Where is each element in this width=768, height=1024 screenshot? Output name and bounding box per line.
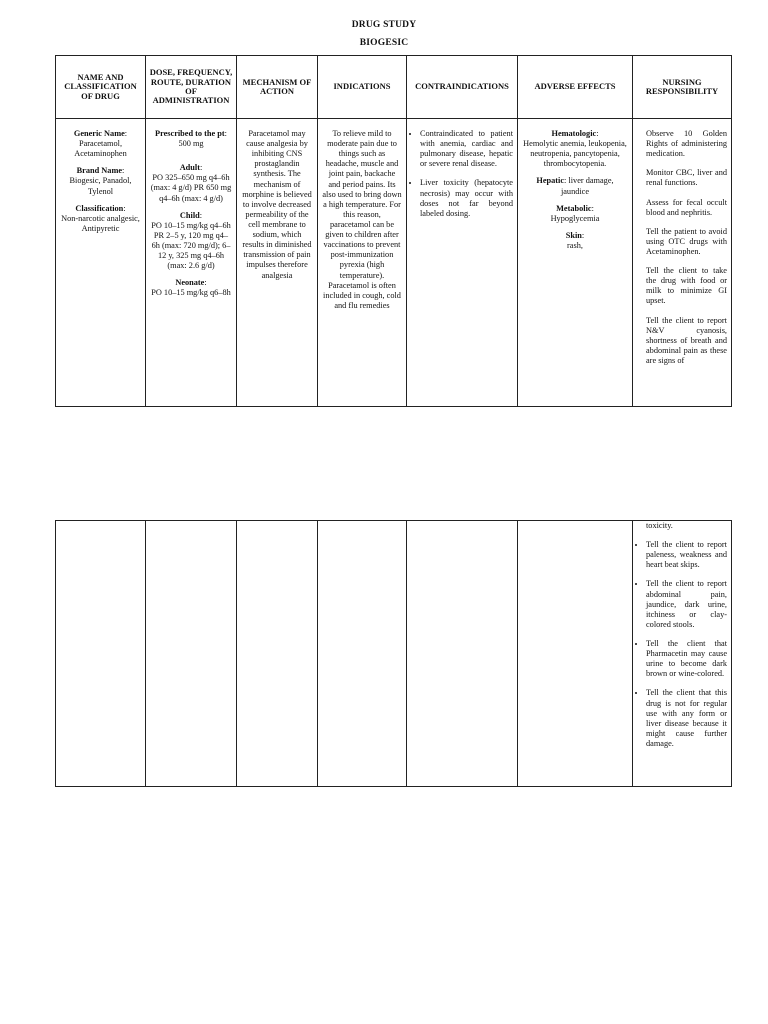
child-label: Child — [179, 210, 200, 220]
list-item: • Assess for fecal occult blood and nephritis. — [646, 198, 727, 218]
neonate-dose: PO 10–15 mg/kg q6–8h — [151, 288, 231, 298]
prescribed-value: 500 mg — [178, 139, 204, 149]
empty-cell — [407, 521, 518, 787]
name-cell: Generic Name: Paracetamol, Acetaminophen Brand Name: Biogesic, Panadol, Tylenol Classification: Non-narcotic analgesic, Antipyretic — [56, 119, 146, 407]
list-item: • Observe 10 Golden Rights of administering medication. — [646, 129, 727, 159]
metabolic-label: Metabolic — [556, 203, 592, 213]
brand-value: Biogesic, Panadol, Tylenol — [69, 176, 132, 196]
contraindications-cell — [407, 119, 518, 407]
list-item: • Liver toxicity (hepatocyte necrosis) may occur with doses not far beyond labeled dosing. — [420, 178, 513, 218]
empty-cell — [146, 521, 237, 787]
hematologic-value: Hemolytic anemia, leukopenia, neutropenia, pancytopenia, thrombocytopenia. — [523, 139, 627, 169]
generic-label: Generic Name — [73, 129, 125, 138]
nursing-continued-text: toxicity. — [646, 521, 673, 530]
metabolic-value: Hypoglycemia — [550, 213, 600, 223]
generic-value: Paracetamol, Acetaminophen — [74, 139, 127, 159]
header-contraindications: CONTRAINDICATIONS — [407, 56, 518, 119]
header-adverse: ADVERSE EFFECTS — [518, 56, 633, 119]
neonate-label: Neonate — [175, 278, 205, 288]
classification-value: Non-narcotic analgesic, Antipyretic — [61, 213, 140, 233]
skin-label: Skin — [565, 230, 582, 240]
header-indications: INDICATIONS — [318, 56, 407, 119]
adult-dose: PO 325–650 mg q4–6h (max: 4 g/d) PR 650 mg q4–6h (max: 4 g/d) — [150, 173, 232, 203]
nursing-continued-cell — [633, 521, 732, 787]
document-title: DRUG STUDY — [351, 20, 417, 30]
hematologic-label: Hematologic — [551, 129, 597, 138]
header-dose: DOSE, FREQUENCY, ROUTE, DURATION OF ADMINISTRATION — [146, 56, 237, 119]
list-item: • Tell the client to report N&V cyanosis, shortness of breath and abdominal pain as these are signs of — [646, 316, 727, 367]
drug-study-table — [55, 55, 732, 407]
list-item: • Tell the client that this drug is not for regular use with any form or liver disease because it might cause further damage. — [646, 688, 727, 749]
mechanism-cell — [237, 119, 318, 407]
list-item: • Monitor CBC, liver and renal functions. — [646, 168, 727, 188]
hepatic-label: Hepatic — [536, 176, 565, 186]
adult-label: Adult — [179, 163, 200, 173]
list-item: • Contraindicated to patient with anemia, cardiac and pulmonary disease, hepatic or severe renal disease. — [420, 129, 513, 169]
list-item: • Tell the client to report paleness, weakness and heart beat skips. — [646, 540, 727, 570]
header-name: NAME AND CLASSIFICATION OF DRUG — [56, 56, 146, 119]
skin-value: rash, — [567, 240, 583, 250]
empty-cell — [318, 521, 407, 787]
list-item: • Tell the client to take the drug with food or milk to minimize GI upset. — [646, 266, 727, 306]
hepatic-value: liver damage, jaundice — [560, 176, 614, 196]
child-dose: PO 10–15 mg/kg q4–6h PR 2–5 y, 120 mg q4–6h (max: 720 mg/d); 6–12 y, 325 mg q4–6h (max: 2.6 g/d) — [151, 220, 231, 271]
table-row — [56, 119, 732, 407]
prescribed-label: Prescribed to the pt — [155, 129, 225, 138]
contraindications-list — [411, 129, 513, 219]
indications-cell — [318, 119, 407, 407]
list-item: • Tell the patient to avoid using OTC drugs with Acetaminophen. — [646, 227, 727, 257]
nursing-list — [637, 129, 727, 366]
brand-label: Brand Name — [76, 166, 123, 176]
adverse-cell: Hematologic: Hemolytic anemia, leukopenia, neutropenia, pancytopenia, thrombocytopenia. Hepatic: liver damage, jaundice Metabolic: Hypoglycemia Skin: rash, — [518, 119, 633, 407]
dose-cell: Prescribed to the pt: 500 mg Adult: PO 325–650 mg q4–6h (max: 4 g/d) PR 650 mg q4–6h (max: 4 g/d) Child: PO 10–15 mg/kg q4–6h PR 2–5 y, 120 mg q4–6h (max: 720 mg/d); 6–12 y, 325 mg q4–6h (max: 2.6 g/d) Neonate: PO 10–15 mg/kg q6–8h — [146, 119, 237, 407]
list-item: • Tell the client to report abdominal pain, jaundice, dark urine, itchiness or clay-colored stools. — [646, 579, 727, 630]
continuation-table — [55, 520, 732, 787]
classification-label: Classification — [75, 203, 124, 213]
nursing-cell — [633, 119, 732, 407]
table-row — [56, 521, 732, 787]
nursing-list-continued — [637, 540, 727, 749]
indications-text: To relieve mild to moderate pain due to things such as headache, muscle and joint pain, backache and period pains. Its also used to bring down a high temperature. For this reason, paracetamol can be given to children after vaccinations to prevent post-immunization pyrexia (high temperature). Paracetamol is often included in cough, cold and flu remedies — [322, 129, 402, 310]
header-nursing: NURSING RESPONSIBILITY — [633, 56, 732, 119]
drug-name-heading: BIOGESIC — [359, 38, 409, 48]
empty-cell — [518, 521, 633, 787]
header-mechanism: MECHANISM OF ACTION — [237, 56, 318, 119]
mechanism-text: Paracetamol may cause analgesia by inhibiting CNS prostaglandin synthesis. The mechanism of morphine is believed to involve decreased permeability of the cell membrane to sodium, which results in diminished transmission of pain impulses therefore analgesia — [242, 129, 312, 280]
header-row — [56, 56, 732, 119]
empty-cell — [56, 521, 146, 787]
empty-cell — [237, 521, 318, 787]
list-item: • Tell the client that Pharmacetin may cause urine to become dark brown or wine-colored. — [646, 639, 727, 679]
